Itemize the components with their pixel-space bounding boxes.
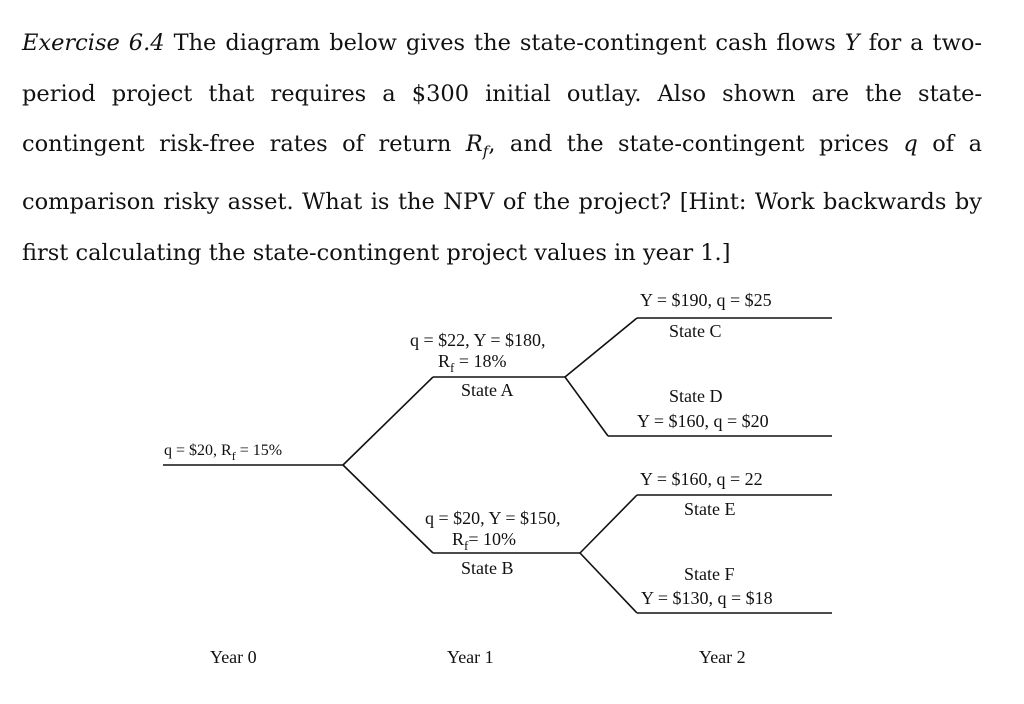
exercise-text-3: , and the state-contingent prices xyxy=(488,131,889,157)
edge-a-d xyxy=(565,377,608,436)
state-b-rate-rest: = 10% xyxy=(468,529,517,549)
edge-b-f xyxy=(580,553,637,613)
state-d-values: Y = $160, q = $20 xyxy=(637,411,769,431)
root-label-sub: f xyxy=(231,449,236,463)
state-e-name: State E xyxy=(684,499,736,519)
state-e-values: Y = $160, q = 22 xyxy=(640,469,763,489)
symbol-y: Y xyxy=(844,30,860,56)
root-label xyxy=(164,442,282,463)
edge-root-b xyxy=(343,465,433,553)
state-a-rate-rest: = 18% xyxy=(454,351,507,371)
state-c-name: State C xyxy=(669,321,722,341)
root-label-q: q = $20, R xyxy=(164,442,232,459)
state-f-values: Y = $130, q = $18 xyxy=(641,588,773,608)
state-c-values: Y = $190, q = $25 xyxy=(640,290,772,310)
exercise-number: Exercise 6.4 xyxy=(22,30,165,56)
state-a-values: q = $22, Y = $180, xyxy=(410,330,546,350)
symbol-r-base: R xyxy=(465,131,483,157)
state-a-rate-sub: f xyxy=(450,360,455,375)
state-b-name: State B xyxy=(461,558,514,578)
state-b-rate-r: R xyxy=(452,529,465,549)
exercise-text-2: for a two-period project that requires a $300 initial outlay. Also shown are the state-contingent risk-free rates of return xyxy=(22,30,982,157)
edge-root-a xyxy=(343,377,433,465)
edge-b-e xyxy=(580,495,637,553)
state-b-rate xyxy=(452,529,516,553)
root-label-rest: = 15% xyxy=(235,442,283,459)
year-1-label: Year 1 xyxy=(447,647,494,667)
state-a-name: State A xyxy=(461,380,514,400)
symbol-r-sub: f xyxy=(482,142,489,161)
exercise-text-1: The diagram below gives the state-contingent cash flows xyxy=(173,30,836,56)
state-d-name: State D xyxy=(669,386,723,406)
state-b-values: q = $20, Y = $150, xyxy=(425,508,561,528)
state-b-rate-sub: f xyxy=(464,538,469,553)
edge-a-c xyxy=(565,318,637,377)
state-f-name: State F xyxy=(684,564,735,584)
state-a-rate-r: R xyxy=(438,351,451,371)
state-a-rate xyxy=(438,351,507,375)
exercise-text-4: of a comparison risky asset. What is the NPV of the project? [Hint: Work backwards by first calculating the state-contingent project values in year 1.] xyxy=(22,131,982,266)
year-2-label: Year 2 xyxy=(699,647,746,667)
symbol-q: q xyxy=(903,131,918,157)
year-0-label: Year 0 xyxy=(210,647,257,667)
